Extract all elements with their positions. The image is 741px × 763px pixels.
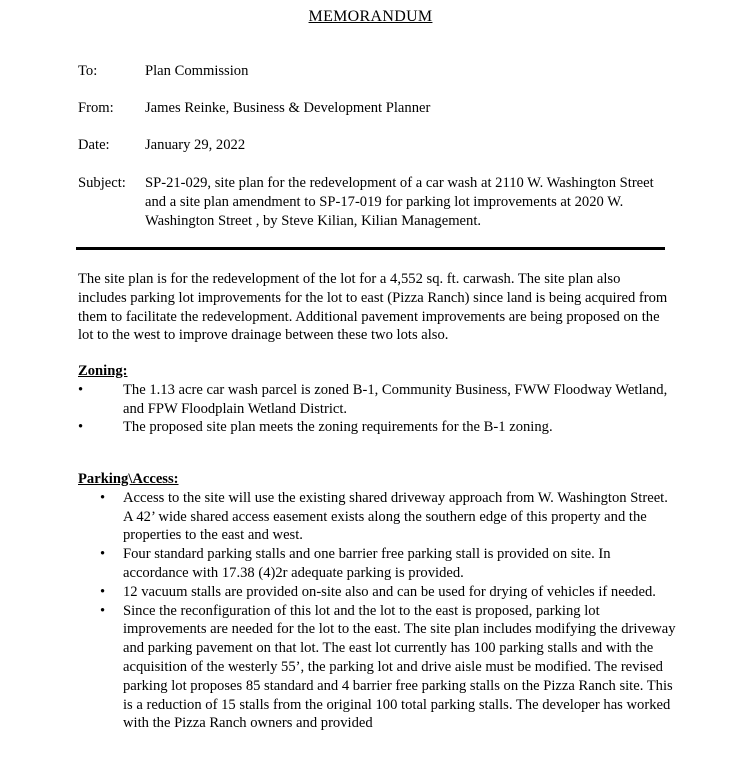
bullet-icon: • bbox=[100, 489, 106, 506]
date-value: January 29, 2022 bbox=[145, 137, 246, 153]
parking-heading: Parking\Access: bbox=[78, 471, 179, 487]
to-value: Plan Commission bbox=[145, 63, 249, 79]
parking-item-text: Since the reconfiguration of this lot and the lot to the east is proposed, parking lot improvements are needed for the lot to the east. The site plan includes modifying the driveway and parking pavement on that lot. The east lot currently has 100 parking stalls and with the acquisition of the westerly 55’, the parking lot and drive aisle must be modified. The revised parking lot proposes 85 standard and 4 barrier free parking stalls on the Pizza Ranch site. This is a reduction of 15 stalls from the original 100 total parking stalls. The developer has worked with the Pizza Ranch owners and provided bbox=[123, 602, 676, 732]
zoning-heading: Zoning: bbox=[78, 363, 128, 379]
intro-paragraph: The site plan is for the redevelopment of the lot for a 4,552 sq. ft. carwash. The site plan also includes parking lot improvements for the lot to east (Pizza Ranch) since land is being acquired from them to facilitate the redevelopment. Additional pavement improvements are being proposed on the lot to the west to improve drainage between these two lots also. bbox=[78, 271, 668, 344]
zoning-list bbox=[78, 381, 678, 437]
parking-item bbox=[78, 602, 678, 734]
to-label: To: bbox=[78, 63, 98, 79]
parking-item-text: Four standard parking stalls and one barrier free parking stall is provided on site. In accordance with 17.38 (4)2r adequate parking is provided. bbox=[123, 546, 611, 581]
zoning-item bbox=[78, 418, 678, 437]
date-label: Date: bbox=[78, 137, 110, 153]
parking-item bbox=[78, 583, 678, 602]
parking-item bbox=[78, 545, 678, 583]
zoning-item-text: The 1.13 acre car wash parcel is zoned B-1, Community Business, FWW Floodway Wetland, and FPW Floodplain Wetland District. bbox=[123, 381, 668, 417]
bullet-icon: • bbox=[78, 419, 84, 436]
parking-item bbox=[78, 489, 678, 545]
subject-value: SP-21-029, site plan for the redevelopment of a car wash at 2110 W. Washington Street and a site plan amendment to SP-17-019 for parking lot improvements at 2020 W. Washington Street , by Steve Kilian, Kilian Management. bbox=[145, 175, 654, 229]
from-label: From: bbox=[78, 100, 114, 116]
parking-list bbox=[78, 489, 678, 733]
memo-title: MEMORANDUM bbox=[308, 8, 433, 25]
zoning-item bbox=[78, 381, 678, 419]
bullet-icon: • bbox=[100, 546, 106, 563]
zoning-item-text: The proposed site plan meets the zoning requirements for the B-1 zoning. bbox=[123, 419, 553, 436]
subject-label: Subject: bbox=[78, 175, 126, 191]
parking-item-text: Access to the site will use the existing shared driveway approach from W. Washington Street. A 42’ wide shared access easement exists along the southern edge of this property and the properties to the east and west. bbox=[123, 489, 668, 544]
header-divider bbox=[76, 247, 665, 250]
parking-item-text: 12 vacuum stalls are provided on-site also and can be used for drying of vehicles if needed. bbox=[123, 583, 656, 600]
bullet-icon: • bbox=[78, 381, 84, 398]
parking-section bbox=[78, 470, 678, 733]
zoning-section bbox=[78, 362, 678, 437]
bullet-icon: • bbox=[100, 602, 106, 619]
from-value: James Reinke, Business & Development Planner bbox=[145, 100, 431, 116]
bullet-icon: • bbox=[100, 583, 106, 600]
